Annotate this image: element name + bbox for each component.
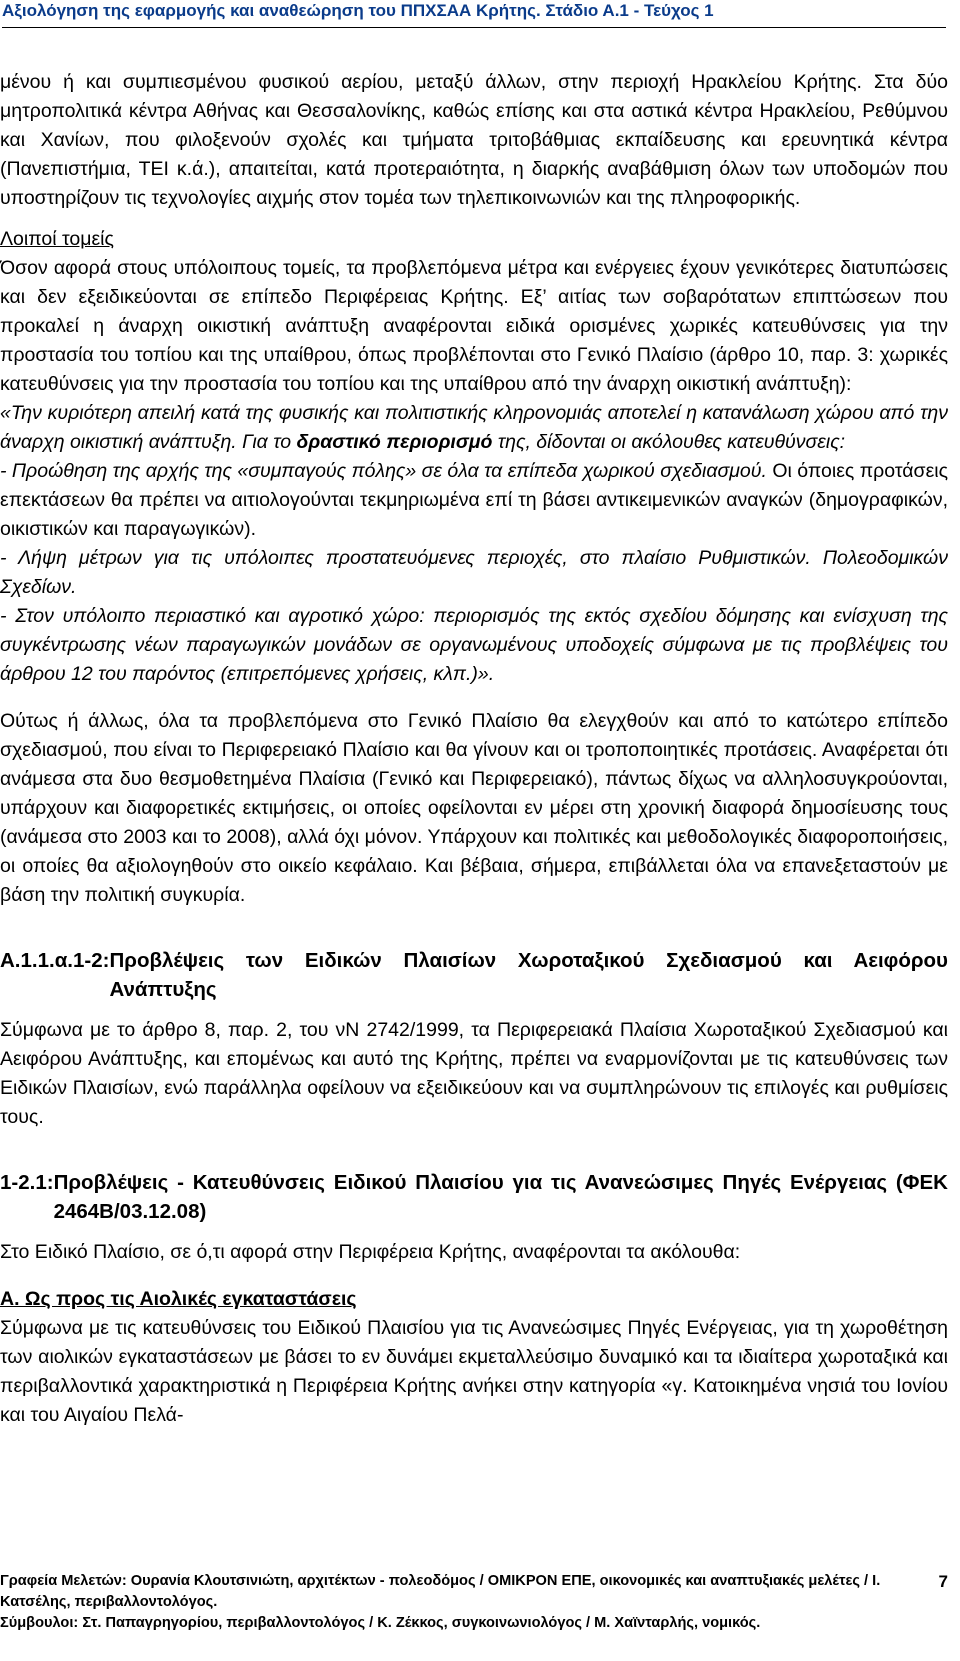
heading-number: Α.1.1.α.1-2: [0,949,110,972]
heading-number: 1-2.1: [0,1171,54,1194]
heading-text: Προβλέψεις - Κατευθύνσεις Ειδικού Πλαισίου για τις Ανανεώσιμες Πηγές Ενέργειας (ΦΕΚ 2464Β/03.12.08) [53,1171,948,1223]
section-title-other-sectors: Λοιποί τομείς [0,228,114,250]
paragraph-wind: Σύμφωνα με τις κατευθύνσεις του Ειδικού Πλαισίου για τις Ανανεώσιμες Πηγές Ενέργειας, για τη χωροθέτηση των αιολικών εγκαταστάσεων με βάσει το εν δυνάμει εκμεταλλεύσιμο δυναμικό και τα ιδιαίτερα χωροταξικά και περιβαλλοντικά χαρακτηριστικά η Περιφέρεια Κρήτης ανήκει στην κατηγορία «γ. Κατοικημένα νησιά του Ιονίου και του Αιγαίου Πελά- [0,1317,948,1426]
section-heading-special-frameworks [0,946,948,1004]
quote-text: «Την κυριότερη απειλή κατά της φυσικής και πολιτιστικής κληρονομιάς αποτελεί η κατανάλωση χώρου από την άναρχη οικιστική ανάπτυξη. Για το [0,402,948,453]
paragraph-law: Σύμφωνα με το άρθρο 8, παρ. 2, του νΝ 2742/1999, τα Περιφερειακά Πλαίσια Χωροταξικού Σχεδιασμού και Αειφόρου Ανάπτυξης, και επομένως και αυτό της Κρήτης, πρέπει να εναρμονίζονται με τις κατευθύνσεις των Ειδικών Πλαισίων, ενώ παράλληλα οφείλουν να εξειδικεύουν και να συμπληρώνουν τις επιλογές και ρυθμίσεις τους. [0,1019,948,1128]
footer-advisors: Σύμβουλοι: Στ. Παπαγρηγορίου, περιβαλλοντολόγος / Κ. Ζέκκος, συγκοινωνιολόγος / Μ. Χαϊνταρλής, νομικός. [0,1615,761,1631]
paragraph-telecom: μένου ή και συμπιεσμένου φυσικού αερίου, μεταξύ άλλων, στην περιοχή Ηρακλείου Κρήτης. Στα δύο μητροπολιτικά κέντρα Αθήνας και Θεσσαλονίκης, καθώς επίσης και στα αστικά κέντρα Ηρακλείου, Ρεθύμνου και Χανίων, που φιλοξενούν σχολές και τμήματα τριτοβάθμιας εκπαίδευσης και ερευνητικά κέντρα (Πανεπιστήμια, ΤΕΙ κ.ά.), απαιτείται, κατά προτεραιότητα, η διαρκής αναβάθμιση όλων των υποδομών που υποστηρίζουν τις τεχνολογίες αιχμής στον τομέα των τηλεπικοινωνιών και της πληροφορικής. [0,71,948,209]
page-number: 7 [938,1572,948,1591]
document-header: Αξιολόγηση της εφαρμογής και αναθεώρηση του ΠΠΧΣΑΑ Κρήτης. Στάδιο Α.1 - Τεύχος 1 [2,1,714,20]
quote-text: της, δίδονται οι ακόλουθες κατευθύνσεις: [492,431,846,453]
document-footer [0,1571,948,1634]
page-body [0,68,948,1430]
subsection-title-wind: Α. Ως προς τις Αιολικές εγκαταστάσεις [0,1288,357,1310]
quote-paragraph-2 [0,457,948,544]
heading-text: Προβλέψεις των Ειδικών Πλαισίων Χωροταξικού Σχεδιασμού και Αειφόρου Ανάπτυξης [109,949,948,1001]
quote-text: Οι όποιες προτάσεις επεκτάσεων θα πρέπει να αιτιολογούνται τεκμηριωμένα επί τη βάσει αντικειμενικών αναγκών (δημογραφικών, οικιστικών και παραγωγικών). [0,460,948,540]
quote-bullet: - Προώθηση της αρχής της «συμπαγούς πόλης» σε όλα τα επίπεδα χωρικού σχεδιασμού. [0,460,767,482]
emphasis-text: δραστικό περιορισμό [296,431,493,453]
section-heading-renewables [0,1168,948,1226]
quote-paragraph-4: - Στον υπόλοιπο περιαστικό και αγροτικό χώρο: περιορισμός της εκτός σχεδίου δόμησης και ενίσχυση της συγκέντρωσης νέων παραγωγικών μονάδων σε οργανωμένους υποδοχείς σύμφωνα με τις προβλέψεις του άρθρου 12 του παρόντος (επιτρεπόμενες χρήσεις, κλπ.)». [0,605,948,685]
paragraph-other-sectors: Όσον αφορά στους υπόλοιπους τομείς, τα προβλεπόμενα μέτρα και ενέργειες έχουν γενικότερες διατυπώσεις και δεν εξειδικεύονται σε επίπεδο Περιφέρειας Κρήτης. Εξ’ αιτίας των σοβαρότατων επιπτώσεων που προκαλεί η άναρχη οικιστική ανάπτυξη αναφέρονται ειδικά ορισμένες χωρικές κατευθύνσεις για την προστασία του τοπίου και της υπαίθρου, όπως προβλέπονται στο Γενικό Πλαίσιο (άρθρο 10, παρ. 3: χωρικές κατευθύνσεις για την προστασία του τοπίου και της υπαίθρου από την άναρχη οικιστική ανάπτυξη): [0,257,948,395]
paragraph-evaluation: Ούτως ή άλλως, όλα τα προβλεπόμενα στο Γενικό Πλαίσιο θα ελεγχθούν και από το κατώτερο επίπεδο σχεδιασμού, που είναι το Περιφερειακό Πλαίσιο και θα γίνουν και οι τροποποιητικές προτάσεις. Αναφέρεται ότι ανάμεσα στα δυο θεσμοθετημένα Πλαίσια (Γενικό και Περιφερειακό), πάντως δίχως να αλληλοσυγκρούονται, υπάρχουν και διαφορετικές εκτιμήσεις, οι οποίες οφείλονται εν μέρει στη χρονική διαφορά δημοσίευσης τους (ανάμεσα στο 2003 και το 2008), αλλά όχι μόνον. Υπάρχουν και πολιτικές και μεθοδολογικές διαφοροποιήσεις, οι οποίες θα αξιολογηθούν στο οικείο κεφάλαιο. Και βέβαια, σήμερα, επιβάλλεται όλα να επανεξεταστούν με βάση την πολιτική συγκυρία. [0,710,948,906]
quote-paragraph-3: - Λήψη μέτρων για τις υπόλοιπες προστατευόμενες περιοχές, στο πλαίσιο Ρυθμιστικών. Πολεοδομικών Σχεδίων. [0,547,948,598]
quote-paragraph-1 [0,399,948,457]
footer-offices: Γραφεία Μελετών: Ουρανία Κλουτσινιώτη, αρχιτέκτων - πολεοδόμος / ΟΜΙΚΡΟΝ ΕΠΕ, οικονομικές και αναπτυξιακές μελέτες / Ι. Κατσέλης, περιβαλλοντολόγος. [0,1573,881,1610]
header-divider [2,27,946,28]
paragraph-intro: Στο Ειδικό Πλαίσιο, σε ό,τι αφορά στην Περιφέρεια Κρήτης, αναφέρονται τα ακόλουθα: [0,1241,741,1263]
